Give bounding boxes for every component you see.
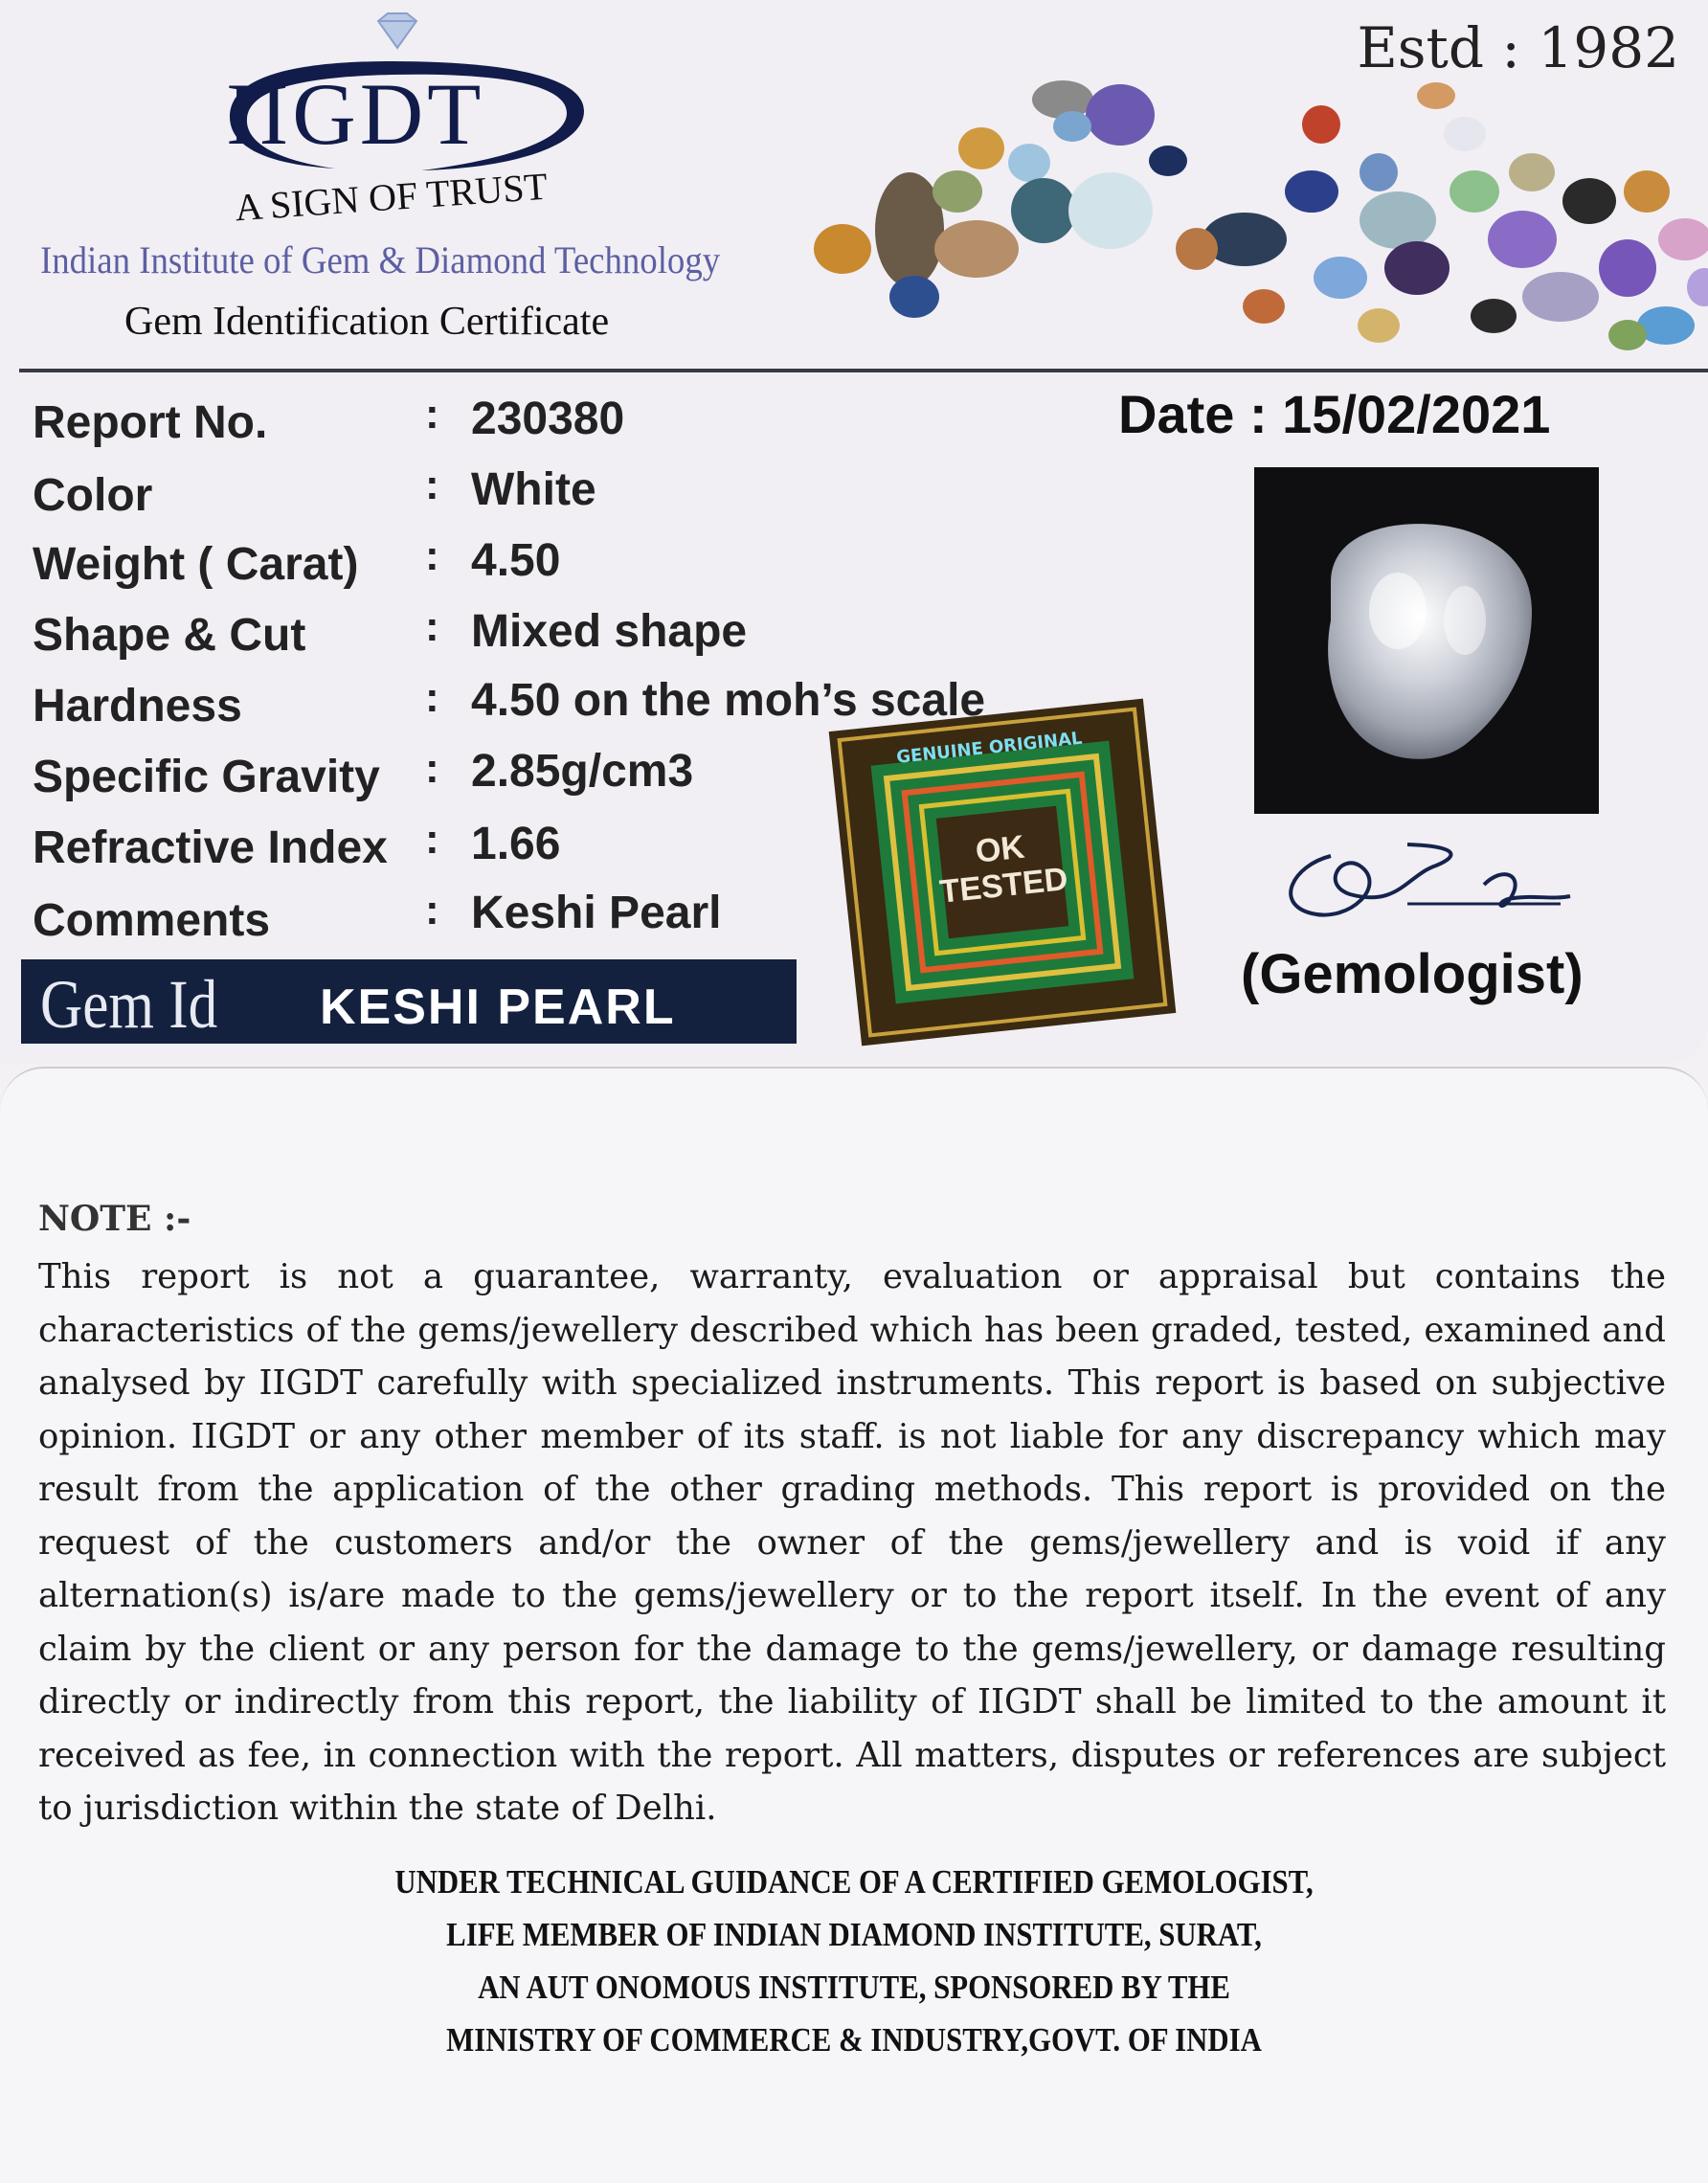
gemstones-decoration bbox=[804, 77, 1708, 364]
field-label-comments: Comments bbox=[33, 895, 271, 946]
gemologist-signature bbox=[1264, 827, 1589, 933]
hologram-ok: OK bbox=[974, 828, 1026, 870]
gem-id-tag: Gem Id bbox=[40, 966, 218, 1043]
institute-name: Indian Institute of Gem & Diamond Technology bbox=[40, 238, 721, 281]
logo-wordmark: IIGDT bbox=[226, 65, 485, 163]
gem-photo bbox=[1254, 467, 1599, 814]
field-colon: : bbox=[425, 532, 439, 579]
field-value-hardness: 4.50 on the moh’s scale bbox=[471, 675, 986, 726]
field-label-refractive-index: Refractive Index bbox=[33, 822, 388, 873]
report-date bbox=[1118, 383, 1550, 445]
header-divider bbox=[19, 369, 1708, 372]
certificate-type: Gem Identification Certificate bbox=[124, 300, 610, 344]
logo-tagline: A SIGN OF TRUST bbox=[233, 164, 550, 230]
guidance-line: MINISTRY OF COMMERCE & INDUSTRY,GOVT. OF INDIA bbox=[446, 2021, 1262, 2059]
field-colon: : bbox=[425, 745, 439, 792]
field-label-weight: Weight ( Carat) bbox=[33, 539, 359, 590]
field-label-specific-gravity: Specific Gravity bbox=[33, 752, 380, 802]
field-colon: : bbox=[425, 461, 439, 508]
field-colon: : bbox=[425, 391, 439, 438]
field-value-refractive-index: 1.66 bbox=[471, 819, 561, 869]
date-label: Date : bbox=[1118, 384, 1268, 444]
note-heading: NOTE :- bbox=[38, 1199, 191, 1239]
certificate-back bbox=[0, 1067, 1708, 2183]
field-colon: : bbox=[425, 887, 439, 934]
certificate-front bbox=[0, 0, 1708, 1063]
gem-id-value: KESHI PEARL bbox=[320, 979, 676, 1035]
field-colon: : bbox=[425, 603, 439, 650]
field-value-color: White bbox=[471, 464, 596, 515]
field-label-report-no: Report No. bbox=[33, 397, 268, 448]
hologram-ring-text: GENUINE ORIGINAL bbox=[895, 728, 1084, 768]
established-year: Estd : 1982 bbox=[1357, 15, 1679, 80]
guidance-line: LIFE MEMBER OF INDIAN DIAMOND INSTITUTE, SURAT, bbox=[446, 1916, 1262, 1953]
diamond-logo-icon bbox=[373, 11, 421, 50]
field-label-color: Color bbox=[33, 470, 153, 521]
field-label-hardness: Hardness bbox=[33, 681, 242, 731]
field-value-specific-gravity: 2.85g/cm3 bbox=[471, 746, 694, 797]
field-colon: : bbox=[425, 674, 439, 721]
gemologist-label: (Gemologist) bbox=[1241, 943, 1584, 1005]
date-value: 15/02/2021 bbox=[1282, 384, 1551, 444]
hologram-tested: TESTED bbox=[937, 861, 1070, 911]
field-value-report-no: 230380 bbox=[471, 394, 625, 444]
note-text: This report is not a guarantee, warranty, evaluation or appraisal but contains the characteristics of the gems/jewellery described which has been graded, tested, examined and analysed by IIGDT carefully with specialized instruments. This report is based on subjective opinion. IIGDT or any other member of its staff. is not liable for any discrepancy which may result from the application of the other grading methods. This report is provided on the request of the customers and/or the owner of the gems/jewellery and is void if any alternation(s) is/are made to the gems/jewellery or to the report itself. In the event of any claim by the client or any person for the damage to the gems/jewellery, or damage resulting directly or indirectly from this report, the liability of IIGDT shall be limited to the amount it received as fee, in connection with the report. All matters, disputes or references are subject to jurisdiction within the state of Delhi. bbox=[38, 1257, 1666, 1828]
ok-tested-hologram bbox=[825, 695, 1180, 1049]
gem-id-bar bbox=[21, 959, 797, 1044]
field-value-comments: Keshi Pearl bbox=[471, 888, 722, 938]
field-value-shape-cut: Mixed shape bbox=[471, 606, 748, 657]
field-value-weight: 4.50 bbox=[471, 535, 561, 586]
field-colon: : bbox=[425, 816, 439, 863]
pearl-image bbox=[1254, 467, 1599, 814]
guidance-block bbox=[0, 1856, 1708, 2066]
field-label-shape-cut: Shape & Cut bbox=[33, 610, 306, 661]
guidance-line: UNDER TECHNICAL GUIDANCE OF A CERTIFIED GEMOLOGIST, bbox=[394, 1863, 1314, 1901]
guidance-line: AN AUT ONOMOUS INSTITUTE, SPONSORED BY THE bbox=[478, 1969, 1230, 2006]
